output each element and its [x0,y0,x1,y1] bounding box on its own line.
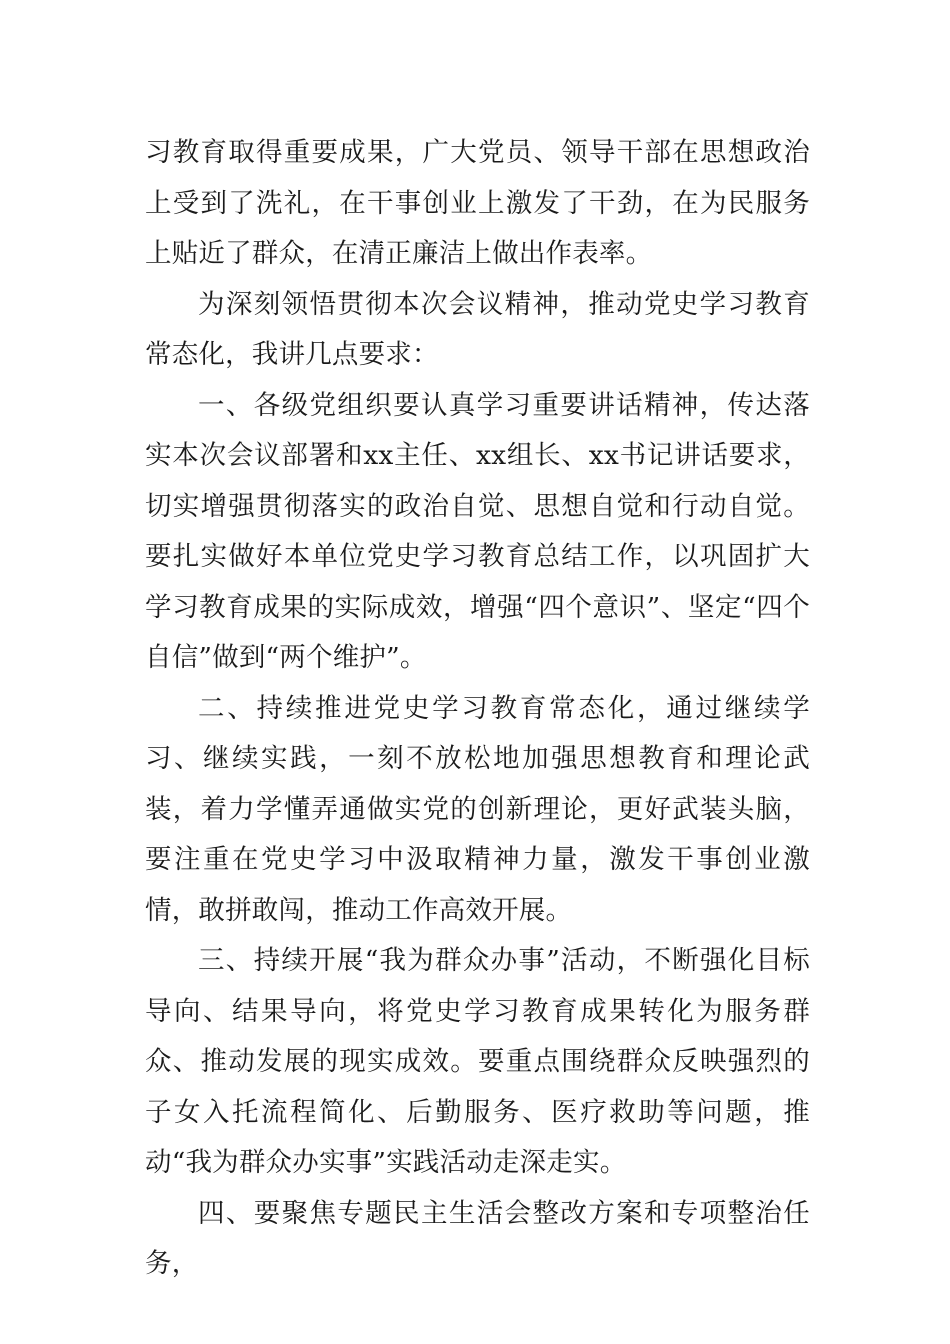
paragraph-intro-requirements: 为深刻领悟贯彻本次会议精神，推动党史学习教育常态化，我讲几点要求： [145,288,810,370]
paragraph-requirement-4: 四、要聚焦专题民主生活会整改方案和专项整治任务， [145,1197,810,1279]
paragraph-requirement-3: 三、持续开展“我为群众办事”活动，不断强化目标导向、结果导向，将党史学习教育成果转化为服务群众、推动发展的现实成效。要重点围绕群众反映强烈的子女入托流程简化、后勤服务、医疗救助等问题，推动“我为群众办实事”实践活动走深走实。 [145,945,810,1178]
paragraph-requirement-2: 二、持续推进党史学习教育常态化，通过继续学习、继续实践，一刻不放松地加强思想教育和理论武装，着力学懂弄通做实党的创新理论，更好武装头脑，要注重在党史学习中汲取精神力量，激发干事创业激情，敢拼敢闯，推动工作高效开展。 [145,692,810,926]
paragraph-continuation: 习教育取得重要成果，广大党员、领导干部在思想政治上受到了洗礼，在干事创业上激发了干劲，在为民服务上贴近了群众，在清正廉洁上做出作表率。 [145,137,810,269]
document-body [145,128,810,1290]
paragraph-requirement-1: 一、各级党组织要认真学习重要讲话精神，传达落实本次会议部署和xx主任、xx组长、xx书记讲话要求，切实增强贯彻落实的政治自觉、思想自觉和行动自觉。要扎实做好本单位党史学习教育总结工作，以巩固扩大学习教育成果的实际成效，增强“四个意识”、坚定“四个自信”做到“两个维护”。 [145,389,810,673]
